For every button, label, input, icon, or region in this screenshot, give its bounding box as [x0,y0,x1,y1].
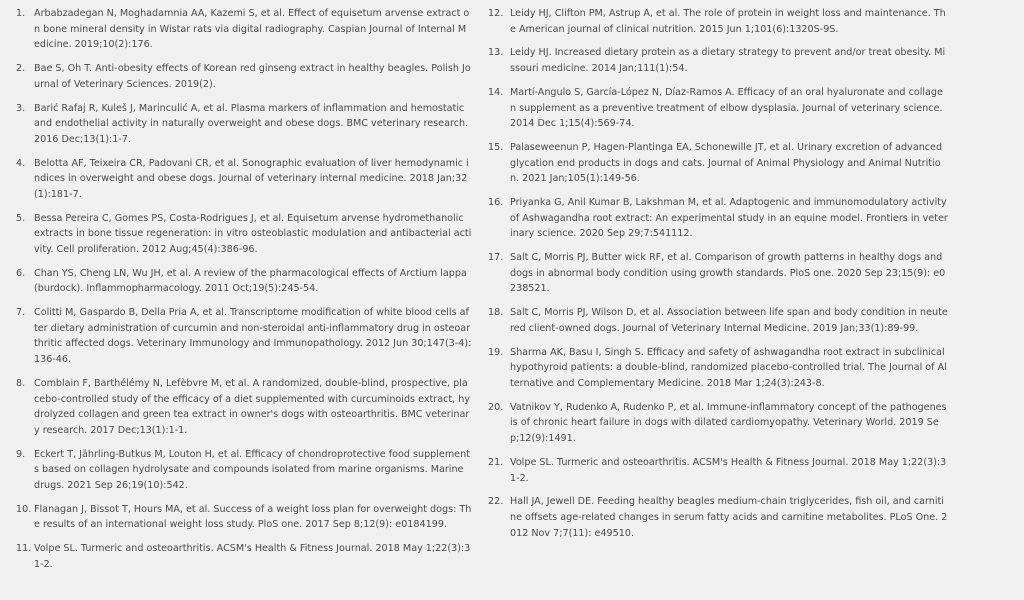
reference-number: 16. [488,197,504,209]
reference-item [488,305,948,336]
reference-item [488,345,948,392]
reference-item [16,541,472,572]
reference-text: Bae S, Oh T. Anti-obesity effects of Korean red ginseng extract in healthy beagles. Polish Journal of Veterinary Sciences. 2019(2). [34,63,471,90]
reference-text: Belotta AF, Teixeira CR, Padovani CR, et al. Sonographic evaluation of liver hemodynamic indices in overweight and obese dogs. Journal of veterinary internal medicine. 2018 Jan;32(1):181-7. [34,157,469,200]
reference-item [16,305,472,367]
reference-text: Salt C, Morris PJ, Butter wick RF, et al. Comparison of growth patterns in healthy dogs and dogs in abnormal body condition using growth standards. PloS one. 2020 Sep 23;15(9): e0238521. [510,252,946,295]
reference-item [488,400,948,447]
reference-item [488,85,948,132]
reference-item [16,6,472,53]
reference-number: 4. [16,157,26,169]
reference-number: 20. [488,401,504,413]
reference-number: 1. [16,8,26,19]
reference-number: 13. [488,47,504,59]
reference-list-left [16,6,472,581]
reference-number: 5. [16,212,26,224]
reference-number: 3. [16,102,26,114]
reference-number: 21. [488,456,504,468]
reference-number: 22. [488,496,504,508]
reference-text: Martí-Angulo S, García-López N, Díaz-Ramos A. Efficacy of an oral hyaluronate and collagen supplement as a preventive treatment of elbow dysplasia. Journal of veterinary science. 2014 Dec 1;15(4):569-74. [510,86,943,130]
reference-item [16,211,472,258]
reference-text: Arbabzadegan N, Moghadamnia AA, Kazemi S, et al. Effect of equisetum arvense extract on bone mineral density in Wistar rats via digital radiography. Caspian Journal of Internal Medicine. 2019;10(2):176. [34,8,470,51]
reference-text: Barić Rafaj R, Kuleš J, Marinculić A, et al. Plasma markers of inflammation and hemostatic and endothelial activity in naturally overweight and obese dogs. BMC veterinary research. 2016 Dec;13(1):1-7. [34,102,469,145]
reference-number: 2. [16,63,26,75]
reference-number: 19. [488,346,504,358]
reference-number: 12. [488,8,504,19]
reference-text: Colitti M, Gaspardo B, Della Pria A, et al. Transcriptome modification of white blood cells after dietary administration of curcumin and non-steroidal anti-inflammatory drug in osteoarthritic affected dogs. Veterinary Immunology and Immunopathology. 2012 Jun 30;147(3-4):136-46. [34,307,472,366]
reference-text: Volpe SL. Turmeric and osteoarthritis. ACSM's Health & Fitness Journal. 2018 May 1;22(3):31-2. [510,456,947,484]
reference-text: Hall JA, Jewell DE. Feeding healthy beagles medium-chain triglycerides, fish oil, and carnitine offsets age-related changes in serum fatty acids and carnitine metabolites. PLoS One. 2012 Nov 7;7(11): e49510. [510,496,948,539]
reference-text: Sharma AK, Basu I, Singh S. Efficacy and safety of ashwagandha root extract in subclinical hypothyroid patients: a double-blind, randomized placebo-controlled trial. The Journal of Alternative and Complementary Medicine. 2018 Mar 1;24(3):243-8. [510,346,947,389]
reference-item [16,61,472,92]
reference-text: Eckert T, Jährling-Butkus M, Louton H, et al. Efficacy of chondroprotective food supplements based on collagen hydrolysate and compounds isolated from marine organisms. Marine drugs. 2021 Sep 26;19(10):542. [34,448,470,491]
reference-number: 9. [16,448,26,460]
reference-item [16,156,472,203]
reference-text: Palaseweenun P, Hagen-Plantinga EA, Schonewille JT, et al. Urinary excretion of advanced glycation end products in dogs and cats. Journal of Animal Physiology and Animal Nutrition. 2021 Jan;105(1):149-56. [510,142,943,185]
reference-number: 17. [488,252,504,264]
reference-text: Bessa Pereira C, Gomes PS, Costa-Rodrigues J, et al. Equisetum arvense hydromethanolic extracts in bone tissue regeneration: in vitro osteoblastic modulation and antibacterial activity. Cell proliferation. 2012 Aug;45(4):386-96. [34,212,472,255]
reference-number: 18. [488,307,504,319]
reference-text: Vatnikov Y, Rudenko A, Rudenko P, et al. Immune-inflammatory concept of the pathogenesis of chronic heart failure in dogs with dilated cardiomyopathy. Veterinary World. 2019 Sep;12(9):1491. [510,401,947,445]
reference-text: Chan YS, Cheng LN, Wu JH, et al. A review of the pharmacological effects of Arctium lappa (burdock). Inflammopharmacology. 2011 Oct;19(5):245-54. [34,267,467,295]
reference-item [488,140,948,187]
reference-item [488,45,948,76]
reference-text: Volpe SL. Turmeric and osteoarthritis. ACSM's Health & Fitness Journal. 2018 May 1;22(3):31-2. [34,543,471,570]
reference-item [16,101,472,148]
reference-item [488,250,948,297]
reference-text: Priyanka G, Anil Kumar B, Lakshman M, et al. Adaptogenic and immunomodulatory activity of Ashwagandha root extract: An experimental study in an equine model. Frontiers in veterinary science. 2020 Sep 29;7:541112. [510,197,948,240]
reference-text: Leidy HJ. Increased dietary protein as a dietary strategy to prevent and/or treat obesity. Missouri medicine. 2014 Jan;111(1):54. [510,47,946,75]
reference-number: 14. [488,86,504,98]
reference-number: 10. [16,503,32,515]
reference-number: 8. [16,377,26,389]
reference-item [488,494,948,541]
reference-text: Leidy HJ, Clifton PM, Astrup A, et al. The role of protein in weight loss and maintenance. The American journal of clinical nutrition. 2015 Jun 1;101(6):1320S-9S. [510,8,946,35]
reference-item [488,195,948,242]
reference-item [16,447,472,494]
reference-number: 11. [16,543,32,555]
reference-number: 6. [16,267,26,279]
reference-item [16,502,472,533]
reference-text: Flanagan J, Bissot T, Hours MA, et al. Success of a weight loss plan for overweight dogs: The results of an international weight loss study. PloS one. 2017 Sep 8;12(9): e0184199. [34,503,472,531]
reference-text: Salt C, Morris PJ, Wilson D, et al. Association between life span and body condition in neutered client-owned dogs. Journal of Veterinary Internal Medicine. 2019 Jan;33(1):89-99. [510,307,948,334]
reference-number: 15. [488,142,504,154]
reference-number: 7. [16,307,26,319]
reference-item [488,6,948,37]
reference-item [488,455,948,486]
reference-text: Comblain F, Barthélémy N, Lefèbvre M, et al. A randomized, double-blind, prospective, placebo-controlled study of the efficacy of a diet supplemented with curcuminoids extract, hydrolyzed collagen and green tea extract in owner's dogs with osteoarthritis. BMC veterinary research. 2017 Dec;13(1):1-1. [34,377,470,436]
reference-list-right [488,6,948,549]
reference-item [16,266,472,297]
reference-item [16,376,472,438]
